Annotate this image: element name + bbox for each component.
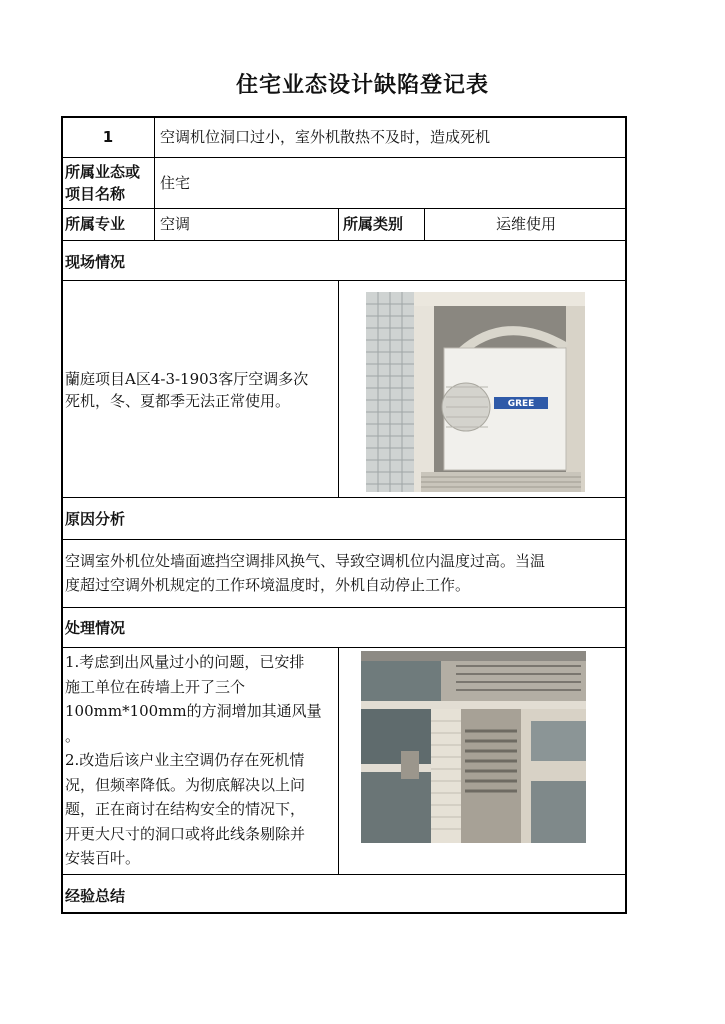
column-divider bbox=[338, 280, 339, 497]
brand-label: GREE bbox=[507, 399, 535, 409]
treatment-line: 施工单位在砖墙上开了三个 bbox=[65, 677, 246, 696]
project-label-line1: 所属业态或 bbox=[65, 163, 141, 181]
treatment-text bbox=[65, 650, 337, 871]
treatment-line: 题，正在商讨在结构安全的情况下， bbox=[65, 800, 306, 818]
treatment-line: 100mm*100mm的方洞增加其通风量 bbox=[65, 702, 322, 720]
row-divider bbox=[61, 280, 627, 281]
category-value: 运维使用 bbox=[495, 215, 556, 233]
column-divider bbox=[338, 647, 339, 874]
category-label: 所属类别 bbox=[343, 215, 404, 233]
row-divider bbox=[61, 539, 627, 540]
treatment-photo-facade bbox=[361, 651, 586, 843]
specialty-label: 所属专业 bbox=[65, 215, 126, 233]
summary-heading: 经验总结 bbox=[65, 887, 126, 905]
cause-heading: 原因分析 bbox=[65, 510, 126, 528]
defect-description: 空调机位洞口过小，室外机散热不及时，造成死机 bbox=[160, 128, 491, 146]
row-divider bbox=[61, 607, 627, 608]
project-label bbox=[65, 161, 155, 205]
site-description bbox=[65, 368, 335, 412]
column-divider bbox=[338, 208, 339, 240]
project-label-line2: 项目名称 bbox=[65, 185, 126, 203]
project-value: 住宅 bbox=[160, 174, 191, 192]
row-divider bbox=[61, 208, 627, 209]
treatment-line: 安装百叶。 bbox=[65, 849, 141, 867]
cause-text-line1: 空调室外机位处墙面遮挡空调排风换气、导致空调机位内温度过高。当温 bbox=[65, 552, 546, 570]
ac-unit-illustration bbox=[366, 292, 585, 492]
site-heading: 现场情况 bbox=[65, 253, 126, 271]
row-divider bbox=[61, 874, 627, 875]
facade-illustration bbox=[361, 651, 586, 843]
cause-text bbox=[65, 549, 623, 597]
treatment-line: 开更大尺寸的洞口或将此线条剔除并 bbox=[65, 824, 306, 843]
specialty-value: 空调 bbox=[160, 215, 191, 233]
site-description-line2: 死机，冬、夏都季无法正常使用。 bbox=[65, 392, 291, 410]
cause-text-line2: 度超过空调外机规定的工作环境温度时，外机自动停止工作。 bbox=[65, 576, 471, 594]
site-description-line1: 蘭庭项目A区4-3-1903客厅空调多次 bbox=[65, 370, 309, 388]
row-divider bbox=[61, 240, 627, 241]
row-number: 1 bbox=[102, 128, 114, 146]
treatment-line: 1.考虑到出风量过小的问题，已安排 bbox=[65, 653, 305, 671]
row-divider bbox=[61, 647, 627, 648]
document-title: 住宅业态设计缺陷登记表 bbox=[235, 73, 489, 98]
row-divider bbox=[61, 157, 627, 158]
site-photo-ac-unit bbox=[366, 292, 585, 492]
treatment-line: 2.改造后该户业主空调仍存在死机情 bbox=[65, 751, 305, 769]
treatment-line: 况，但频率降低。为彻底解决以上问 bbox=[65, 775, 306, 794]
row-divider bbox=[61, 497, 627, 498]
treatment-line: 。 bbox=[65, 726, 81, 745]
treatment-heading: 处理情况 bbox=[65, 619, 126, 637]
